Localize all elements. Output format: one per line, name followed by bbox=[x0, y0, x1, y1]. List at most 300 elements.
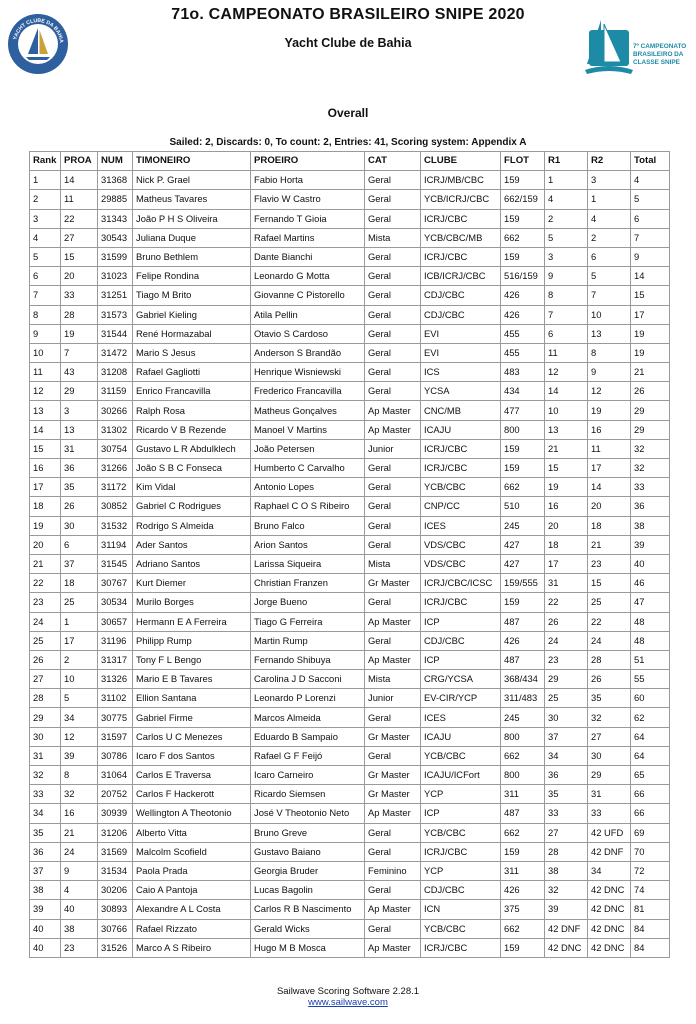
table-row bbox=[30, 900, 670, 919]
cell-proeiro: Giovanne C Pistorello bbox=[251, 286, 365, 305]
cell-r2: 25 bbox=[588, 593, 631, 612]
cell-timoneiro: Malcolm Scofield bbox=[133, 842, 251, 861]
cell-total: 81 bbox=[631, 900, 670, 919]
cell-total: 72 bbox=[631, 861, 670, 880]
cell-r1: 5 bbox=[545, 228, 588, 247]
cell-r1: 21 bbox=[545, 439, 588, 458]
software-credit: Sailwave Scoring Software 2.28.1 bbox=[276, 986, 420, 997]
cell-rank: 24 bbox=[30, 612, 61, 631]
logo-line-3: CLASSE SNIPE bbox=[633, 59, 680, 66]
cell-cat: Geral bbox=[365, 247, 421, 266]
cell-clube: YCB/ICRJ/CBC bbox=[421, 190, 501, 209]
cell-flot: 487 bbox=[501, 612, 545, 631]
cell-total: 64 bbox=[631, 727, 670, 746]
cell-r2: 10 bbox=[588, 305, 631, 324]
cell-total: 46 bbox=[631, 574, 670, 593]
cell-proa: 29 bbox=[61, 382, 98, 401]
cell-r2: 30 bbox=[588, 746, 631, 765]
cell-cat: Ap Master bbox=[365, 612, 421, 631]
cell-r2: 14 bbox=[588, 478, 631, 497]
cell-cat: Geral bbox=[365, 631, 421, 650]
cell-proa: 11 bbox=[61, 190, 98, 209]
cell-num: 31532 bbox=[98, 516, 133, 535]
cell-proeiro: Tiago G Ferreira bbox=[251, 612, 365, 631]
cell-clube: CRG/YCSA bbox=[421, 670, 501, 689]
cell-proa: 14 bbox=[61, 171, 98, 190]
cell-r2: 2 bbox=[588, 228, 631, 247]
cell-timoneiro: Ader Santos bbox=[133, 535, 251, 554]
cell-clube: ICRJ/CBC bbox=[421, 459, 501, 478]
cell-r2: 29 bbox=[588, 766, 631, 785]
cell-r1: 16 bbox=[545, 497, 588, 516]
cell-num: 31534 bbox=[98, 861, 133, 880]
cell-cat: Gr Master bbox=[365, 727, 421, 746]
cell-r2: 27 bbox=[588, 727, 631, 746]
cell-cat: Mista bbox=[365, 670, 421, 689]
cell-clube: ICAJU bbox=[421, 727, 501, 746]
cell-r1: 30 bbox=[545, 708, 588, 727]
cell-timoneiro: Rafael Rizzato bbox=[133, 919, 251, 938]
cell-proeiro: Marcos Almeida bbox=[251, 708, 365, 727]
cell-r2: 28 bbox=[588, 650, 631, 669]
cell-r1: 8 bbox=[545, 286, 588, 305]
cell-cat: Ap Master bbox=[365, 650, 421, 669]
cell-total: 65 bbox=[631, 766, 670, 785]
cell-flot: 159 bbox=[501, 439, 545, 458]
cell-timoneiro: Enrico Francavilla bbox=[133, 382, 251, 401]
cell-num: 31159 bbox=[98, 382, 133, 401]
cell-r2: 6 bbox=[588, 247, 631, 266]
table-body bbox=[30, 171, 670, 958]
cell-num: 31573 bbox=[98, 305, 133, 324]
cell-num: 31569 bbox=[98, 842, 133, 861]
cell-r1: 29 bbox=[545, 670, 588, 689]
cell-proa: 40 bbox=[61, 900, 98, 919]
table-row bbox=[30, 286, 670, 305]
cell-proeiro: Henrique Wisniewski bbox=[251, 363, 365, 382]
table-row bbox=[30, 804, 670, 823]
table-row bbox=[30, 516, 670, 535]
cell-rank: 36 bbox=[30, 842, 61, 861]
cell-r2: 16 bbox=[588, 420, 631, 439]
cell-cat: Geral bbox=[365, 708, 421, 727]
cell-total: 51 bbox=[631, 650, 670, 669]
cell-rank: 25 bbox=[30, 631, 61, 650]
cell-cat: Geral bbox=[365, 267, 421, 286]
cell-proa: 17 bbox=[61, 631, 98, 650]
cell-r2: 42 UFD bbox=[588, 823, 631, 842]
table-row bbox=[30, 247, 670, 266]
cell-clube: YCB/CBC/MB bbox=[421, 228, 501, 247]
cell-rank: 31 bbox=[30, 746, 61, 765]
cell-num: 30543 bbox=[98, 228, 133, 247]
cell-flot: 662 bbox=[501, 919, 545, 938]
cell-proeiro: Gustavo Baiano bbox=[251, 842, 365, 861]
cell-proa: 23 bbox=[61, 938, 98, 957]
cell-clube: ICES bbox=[421, 516, 501, 535]
cell-rank: 3 bbox=[30, 209, 61, 228]
cell-r1: 7 bbox=[545, 305, 588, 324]
cell-proeiro: Raphael C O S Ribeiro bbox=[251, 497, 365, 516]
cell-r1: 24 bbox=[545, 631, 588, 650]
cell-total: 5 bbox=[631, 190, 670, 209]
table-row bbox=[30, 401, 670, 420]
table-row bbox=[30, 823, 670, 842]
cell-r1: 10 bbox=[545, 401, 588, 420]
cell-timoneiro: Gabriel Firme bbox=[133, 708, 251, 727]
cell-timoneiro: Nick P. Grael bbox=[133, 171, 251, 190]
cell-total: 40 bbox=[631, 554, 670, 573]
cell-total: 47 bbox=[631, 593, 670, 612]
cell-r2: 15 bbox=[588, 574, 631, 593]
cell-clube: EVI bbox=[421, 324, 501, 343]
cell-total: 36 bbox=[631, 497, 670, 516]
cell-clube: EVI bbox=[421, 343, 501, 362]
cell-proeiro: Hugo M B Mosca bbox=[251, 938, 365, 957]
cell-rank: 40 bbox=[30, 938, 61, 957]
cell-num: 31317 bbox=[98, 650, 133, 669]
cell-r1: 35 bbox=[545, 785, 588, 804]
cell-total: 7 bbox=[631, 228, 670, 247]
cell-timoneiro: Caio A Pantoja bbox=[133, 881, 251, 900]
cell-num: 31599 bbox=[98, 247, 133, 266]
cell-flot: 245 bbox=[501, 708, 545, 727]
cell-r2: 32 bbox=[588, 708, 631, 727]
cell-num: 20752 bbox=[98, 785, 133, 804]
cell-clube: ICRJ/CBC bbox=[421, 593, 501, 612]
column-header-num: NUM bbox=[98, 152, 133, 171]
cell-proeiro: Fernando T Gioia bbox=[251, 209, 365, 228]
cell-proeiro: Flavio W Castro bbox=[251, 190, 365, 209]
cell-r2: 19 bbox=[588, 401, 631, 420]
cell-total: 84 bbox=[631, 938, 670, 957]
cell-cat: Geral bbox=[365, 746, 421, 765]
cell-proeiro: Humberto C Carvalho bbox=[251, 459, 365, 478]
cell-rank: 16 bbox=[30, 459, 61, 478]
cell-num: 31368 bbox=[98, 171, 133, 190]
cell-flot: 159 bbox=[501, 459, 545, 478]
cell-num: 31302 bbox=[98, 420, 133, 439]
cell-total: 26 bbox=[631, 382, 670, 401]
cell-r1: 1 bbox=[545, 171, 588, 190]
cell-flot: 427 bbox=[501, 554, 545, 573]
cell-timoneiro: Tiago M Brito bbox=[133, 286, 251, 305]
cell-clube: ICB/ICRJ/CBC bbox=[421, 267, 501, 286]
cell-flot: 426 bbox=[501, 286, 545, 305]
cell-cat: Geral bbox=[365, 516, 421, 535]
cell-timoneiro: Ralph Rosa bbox=[133, 401, 251, 420]
cell-proa: 36 bbox=[61, 459, 98, 478]
cell-rank: 19 bbox=[30, 516, 61, 535]
table-row bbox=[30, 305, 670, 324]
cell-total: 19 bbox=[631, 324, 670, 343]
cell-total: 84 bbox=[631, 919, 670, 938]
cell-timoneiro: Carlos F Hackerott bbox=[133, 785, 251, 804]
cell-r2: 9 bbox=[588, 363, 631, 382]
cell-rank: 28 bbox=[30, 689, 61, 708]
column-header-r1: R1 bbox=[545, 152, 588, 171]
cell-clube: CDJ/CBC bbox=[421, 631, 501, 650]
cell-flot: 455 bbox=[501, 324, 545, 343]
table-row bbox=[30, 650, 670, 669]
cell-proeiro: Leonardo P Lorenzi bbox=[251, 689, 365, 708]
cell-timoneiro: Marco A S Ribeiro bbox=[133, 938, 251, 957]
cell-proa: 2 bbox=[61, 650, 98, 669]
cell-num: 30767 bbox=[98, 574, 133, 593]
cell-proa: 33 bbox=[61, 286, 98, 305]
cell-cat: Mista bbox=[365, 228, 421, 247]
cell-clube: ICP bbox=[421, 650, 501, 669]
cell-cat: Gr Master bbox=[365, 574, 421, 593]
cell-proeiro: José V Theotonio Neto bbox=[251, 804, 365, 823]
cell-cat: Feminino bbox=[365, 861, 421, 880]
cell-r1: 14 bbox=[545, 382, 588, 401]
cell-proa: 37 bbox=[61, 554, 98, 573]
table-row bbox=[30, 459, 670, 478]
cell-rank: 23 bbox=[30, 593, 61, 612]
cell-rank: 1 bbox=[30, 171, 61, 190]
cell-proeiro: Arion Santos bbox=[251, 535, 365, 554]
cell-r2: 26 bbox=[588, 670, 631, 689]
cell-r2: 42 DNC bbox=[588, 938, 631, 957]
cell-rank: 26 bbox=[30, 650, 61, 669]
column-header-r2: R2 bbox=[588, 152, 631, 171]
cell-num: 31251 bbox=[98, 286, 133, 305]
cell-r1: 34 bbox=[545, 746, 588, 765]
cell-r1: 26 bbox=[545, 612, 588, 631]
cell-proeiro: Matheus Gonçalves bbox=[251, 401, 365, 420]
cell-timoneiro: Gabriel C Rodrigues bbox=[133, 497, 251, 516]
cell-cat: Gr Master bbox=[365, 766, 421, 785]
cell-clube: ICRJ/CBC/ICSC bbox=[421, 574, 501, 593]
cell-r1: 3 bbox=[545, 247, 588, 266]
cell-flot: 159/555 bbox=[501, 574, 545, 593]
cell-clube: YCB/CBC bbox=[421, 919, 501, 938]
cell-cat: Ap Master bbox=[365, 401, 421, 420]
cell-timoneiro: João P H S Oliveira bbox=[133, 209, 251, 228]
page-footer bbox=[0, 986, 696, 1008]
cell-total: 60 bbox=[631, 689, 670, 708]
cell-flot: 426 bbox=[501, 881, 545, 900]
cell-proeiro: Georgia Bruder bbox=[251, 861, 365, 880]
cell-num: 31023 bbox=[98, 267, 133, 286]
table-row bbox=[30, 593, 670, 612]
cell-num: 30893 bbox=[98, 900, 133, 919]
cell-r2: 20 bbox=[588, 497, 631, 516]
cell-clube: ICRJ/CBC bbox=[421, 439, 501, 458]
cell-flot: 662 bbox=[501, 228, 545, 247]
cell-r2: 31 bbox=[588, 785, 631, 804]
cell-cat: Geral bbox=[365, 593, 421, 612]
cell-proeiro: Atila Pellin bbox=[251, 305, 365, 324]
cell-num: 30266 bbox=[98, 401, 133, 420]
cell-proa: 35 bbox=[61, 478, 98, 497]
cell-r1: 42 DNC bbox=[545, 938, 588, 957]
table-row bbox=[30, 171, 670, 190]
cell-cat: Geral bbox=[365, 209, 421, 228]
cell-num: 30775 bbox=[98, 708, 133, 727]
cell-clube: YCP bbox=[421, 861, 501, 880]
cell-flot: 800 bbox=[501, 766, 545, 785]
cell-total: 19 bbox=[631, 343, 670, 362]
cell-total: 64 bbox=[631, 746, 670, 765]
cell-proa: 10 bbox=[61, 670, 98, 689]
cell-total: 9 bbox=[631, 247, 670, 266]
cell-r1: 42 DNF bbox=[545, 919, 588, 938]
cell-total: 70 bbox=[631, 842, 670, 861]
cell-cat: Ap Master bbox=[365, 938, 421, 957]
cell-total: 15 bbox=[631, 286, 670, 305]
snipe-sail-emblem-icon bbox=[583, 14, 687, 82]
cell-cat: Geral bbox=[365, 324, 421, 343]
cell-proa: 39 bbox=[61, 746, 98, 765]
cell-proa: 32 bbox=[61, 785, 98, 804]
cell-r1: 38 bbox=[545, 861, 588, 880]
cell-clube: CDJ/CBC bbox=[421, 286, 501, 305]
cell-proa: 9 bbox=[61, 861, 98, 880]
cell-cat: Geral bbox=[365, 190, 421, 209]
cell-flot: 159 bbox=[501, 247, 545, 266]
cell-proeiro: Jorge Bueno bbox=[251, 593, 365, 612]
cell-total: 38 bbox=[631, 516, 670, 535]
cell-proeiro: Icaro Carneiro bbox=[251, 766, 365, 785]
cell-flot: 800 bbox=[501, 420, 545, 439]
cell-r1: 31 bbox=[545, 574, 588, 593]
cell-proa: 30 bbox=[61, 516, 98, 535]
cell-rank: 6 bbox=[30, 267, 61, 286]
cell-flot: 375 bbox=[501, 900, 545, 919]
table-row bbox=[30, 478, 670, 497]
table-row bbox=[30, 766, 670, 785]
cell-r2: 1 bbox=[588, 190, 631, 209]
cell-r2: 17 bbox=[588, 459, 631, 478]
cell-r1: 19 bbox=[545, 478, 588, 497]
cell-proa: 16 bbox=[61, 804, 98, 823]
cell-timoneiro: Bruno Bethlem bbox=[133, 247, 251, 266]
cell-num: 31102 bbox=[98, 689, 133, 708]
cell-r1: 39 bbox=[545, 900, 588, 919]
cell-proa: 24 bbox=[61, 842, 98, 861]
cell-r1: 36 bbox=[545, 766, 588, 785]
cell-r2: 42 DNC bbox=[588, 881, 631, 900]
cell-clube: ICRJ/MB/CBC bbox=[421, 171, 501, 190]
cell-total: 17 bbox=[631, 305, 670, 324]
cell-total: 33 bbox=[631, 478, 670, 497]
cell-rank: 38 bbox=[30, 881, 61, 900]
cell-r1: 18 bbox=[545, 535, 588, 554]
cell-num: 29885 bbox=[98, 190, 133, 209]
cell-timoneiro: Kim Vidal bbox=[133, 478, 251, 497]
cell-rank: 10 bbox=[30, 343, 61, 362]
campeonato-snipe-logo bbox=[583, 14, 687, 82]
cell-r1: 4 bbox=[545, 190, 588, 209]
cell-r2: 34 bbox=[588, 861, 631, 880]
cell-rank: 15 bbox=[30, 439, 61, 458]
cell-timoneiro: Philipp Rump bbox=[133, 631, 251, 650]
cell-flot: 434 bbox=[501, 382, 545, 401]
cell-cat: Geral bbox=[365, 919, 421, 938]
cell-r2: 22 bbox=[588, 612, 631, 631]
cell-flot: 159 bbox=[501, 593, 545, 612]
cell-timoneiro: René Hormazabal bbox=[133, 324, 251, 343]
cell-r1: 12 bbox=[545, 363, 588, 382]
cell-proeiro: João Petersen bbox=[251, 439, 365, 458]
cell-cat: Ap Master bbox=[365, 804, 421, 823]
cell-total: 4 bbox=[631, 171, 670, 190]
cell-flot: 159 bbox=[501, 938, 545, 957]
cell-total: 66 bbox=[631, 804, 670, 823]
cell-cat: Geral bbox=[365, 478, 421, 497]
cell-r1: 37 bbox=[545, 727, 588, 746]
cell-r1: 27 bbox=[545, 823, 588, 842]
cell-r1: 23 bbox=[545, 650, 588, 669]
cell-proa: 43 bbox=[61, 363, 98, 382]
cell-rank: 33 bbox=[30, 785, 61, 804]
cell-r2: 12 bbox=[588, 382, 631, 401]
cell-proa: 15 bbox=[61, 247, 98, 266]
cell-r2: 24 bbox=[588, 631, 631, 650]
cell-cat: Geral bbox=[365, 881, 421, 900]
cell-proeiro: Rafael G F Feijó bbox=[251, 746, 365, 765]
cell-proeiro: Fabio Horta bbox=[251, 171, 365, 190]
cell-timoneiro: Tony F L Bengo bbox=[133, 650, 251, 669]
cell-r1: 17 bbox=[545, 554, 588, 573]
cell-flot: 487 bbox=[501, 650, 545, 669]
cell-num: 31206 bbox=[98, 823, 133, 842]
table-row bbox=[30, 938, 670, 957]
cell-num: 30754 bbox=[98, 439, 133, 458]
cell-proa: 5 bbox=[61, 689, 98, 708]
page-title: 71o. CAMPEONATO BRASILEIRO SNIPE 2020 bbox=[171, 6, 525, 23]
cell-flot: 662 bbox=[501, 746, 545, 765]
table-row bbox=[30, 267, 670, 286]
cell-proeiro: Gerald Wicks bbox=[251, 919, 365, 938]
cell-num: 31343 bbox=[98, 209, 133, 228]
table-row bbox=[30, 708, 670, 727]
cell-flot: 427 bbox=[501, 535, 545, 554]
cell-timoneiro: Ellion Santana bbox=[133, 689, 251, 708]
column-header-clube: CLUBE bbox=[421, 152, 501, 171]
cell-proeiro: Bruno Falco bbox=[251, 516, 365, 535]
cell-proeiro: Bruno Greve bbox=[251, 823, 365, 842]
cell-clube: YCB/CBC bbox=[421, 478, 501, 497]
cell-proa: 26 bbox=[61, 497, 98, 516]
cell-proeiro: Antonio Lopes bbox=[251, 478, 365, 497]
cell-r2: 8 bbox=[588, 343, 631, 362]
cell-clube: ICRJ/CBC bbox=[421, 938, 501, 957]
cell-clube: ICES bbox=[421, 708, 501, 727]
cell-total: 6 bbox=[631, 209, 670, 228]
cell-timoneiro: Adriano Santos bbox=[133, 554, 251, 573]
cell-proa: 25 bbox=[61, 593, 98, 612]
cell-rank: 39 bbox=[30, 900, 61, 919]
cell-rank: 17 bbox=[30, 478, 61, 497]
cell-num: 31326 bbox=[98, 670, 133, 689]
table-row bbox=[30, 228, 670, 247]
cell-rank: 8 bbox=[30, 305, 61, 324]
table-row bbox=[30, 439, 670, 458]
sailwave-link[interactable]: www.sailwave.com bbox=[308, 997, 388, 1008]
cell-cat: Geral bbox=[365, 286, 421, 305]
cell-timoneiro: Felipe Rondina bbox=[133, 267, 251, 286]
cell-flot: 426 bbox=[501, 631, 545, 650]
cell-timoneiro: Murilo Borges bbox=[133, 593, 251, 612]
cell-proa: 27 bbox=[61, 228, 98, 247]
cell-timoneiro: Gustavo L R Abdulklech bbox=[133, 439, 251, 458]
cell-r1: 32 bbox=[545, 881, 588, 900]
cell-rank: 27 bbox=[30, 670, 61, 689]
cell-num: 30657 bbox=[98, 612, 133, 631]
